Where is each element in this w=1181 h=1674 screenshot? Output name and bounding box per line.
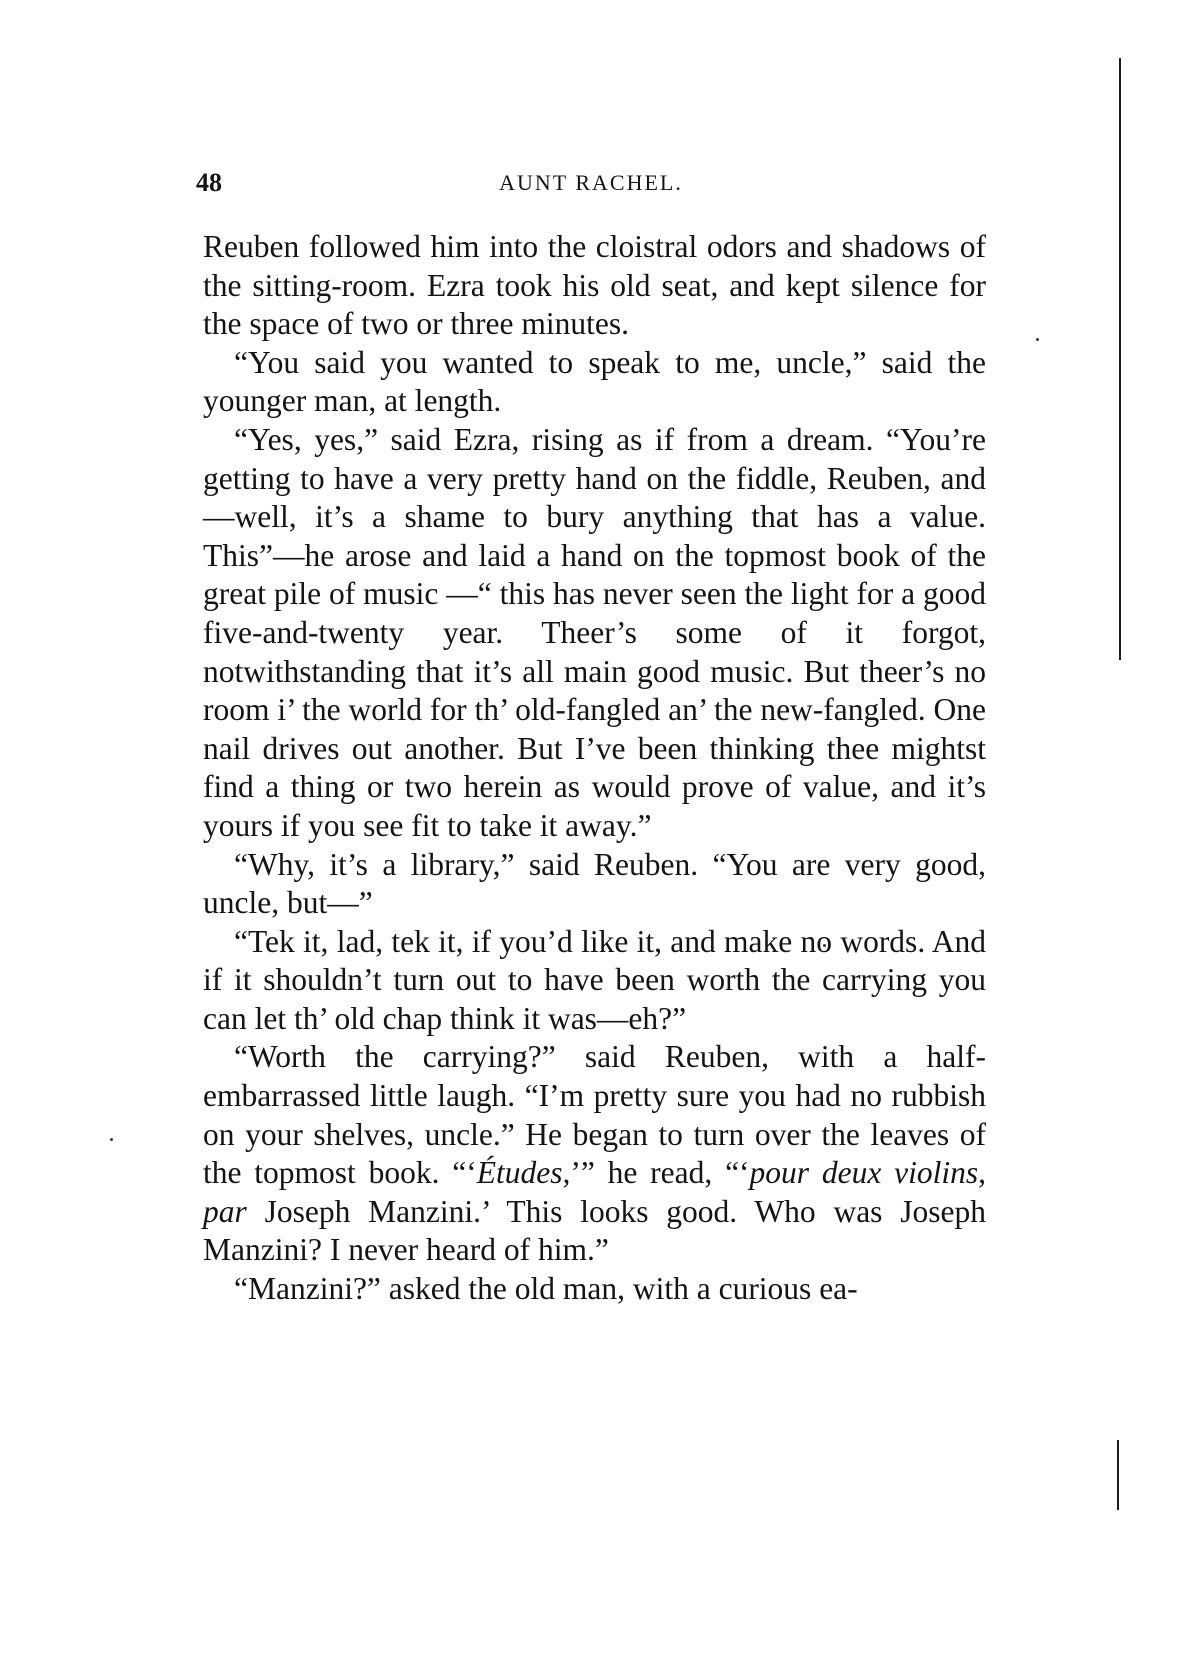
scan-speck <box>1036 338 1039 341</box>
text-run: “Worth the carrying?” said Reuben, with a half-embarrassed little laugh. “I’m pretty sure you had no rubbish on your shelves, uncle.” He began to turn over the leaves of the topmost book. “‘ <box>203 1039 986 1191</box>
scan-speck <box>110 1138 113 1141</box>
text-run: “You said you wanted to speak to me, uncle,” said the younger man, at length. <box>203 344 986 419</box>
running-head <box>196 168 986 204</box>
paragraph <box>203 923 986 1039</box>
text-run: “Tek it, lad, tek it, if you’d like it, and make no words. And if it shouldn’t turn out to have been worth the carrying you can let th’ old chap think it was—eh?” <box>203 923 986 1036</box>
page-number: 48 <box>196 168 222 197</box>
text-run: “Manzini?” asked the old man, with a curious ea- <box>234 1271 858 1307</box>
text-run: “Why, it’s a library,” said Reuben. “You are very good, uncle, but—” <box>203 846 986 921</box>
scan-edge-line-bottom <box>1117 1440 1119 1510</box>
text-run: ’” he read, “‘ <box>570 1155 750 1191</box>
paragraph <box>203 228 986 344</box>
paragraph <box>203 344 986 421</box>
paragraph <box>203 846 986 923</box>
scan-edge-line-top <box>1119 58 1121 660</box>
body-text <box>203 228 986 1309</box>
text-run: Reuben followed him into the cloistral odors and shadows of the sitting-room. Ezra took his old seat, and kept silence for the space of two or three minutes. <box>203 229 986 342</box>
italic-text-run: Études, <box>476 1155 571 1191</box>
text-run: Joseph Manzini.’ This looks good. Who was Joseph Manzini? I never heard of him.” <box>203 1193 986 1268</box>
text-run: “Yes, yes,” said Ezra, rising as if from a dream. “You’re getting to have a very pretty hand on the fiddle, Reuben, and—well, it’s a shame to bury anything that has a value. This”—he arose and laid a hand on the topmost book of the great pile of music —“ this has never seen the light for a good five-and-twenty year. Theer’s some of it forgot, notwithstanding that it’s all main good music. But theer’s no room i’ the world for th’ old-fangled an’ the new-fangled. One nail drives out another. But I’ve been thinking thee mightst find a thing or two herein as would prove of value, and it’s yours if you see fit to take it away.” <box>203 421 986 843</box>
paragraph <box>203 421 986 846</box>
paragraph <box>203 1270 986 1309</box>
paragraph <box>203 1038 986 1270</box>
italic-text-run: pour deux violins, par <box>203 1155 986 1229</box>
running-title: AUNT RACHEL. <box>499 170 683 195</box>
